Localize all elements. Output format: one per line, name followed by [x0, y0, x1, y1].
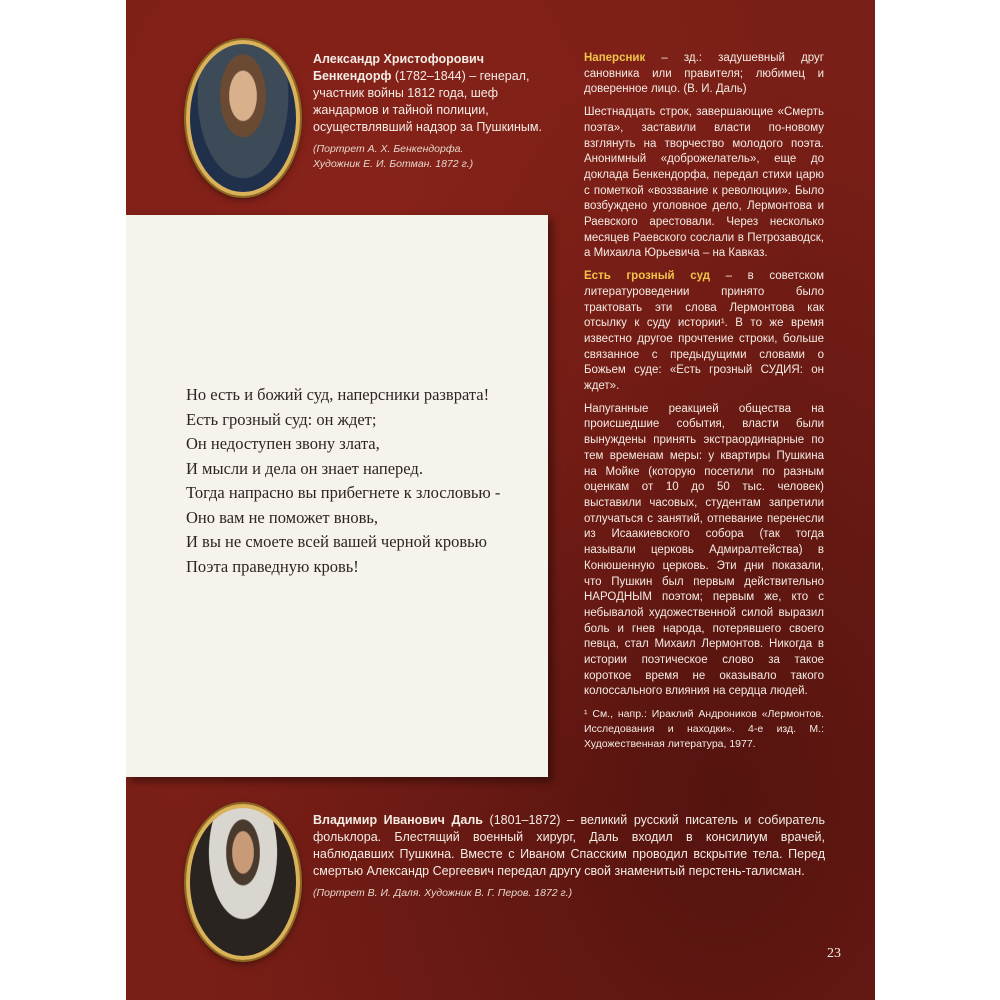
term-grozny-sud: Есть грозный суд: [584, 270, 711, 283]
poem-line: И вы не смоете всей вашей черной кровью: [186, 532, 487, 551]
dal-caption: (Портрет В. И. Даля. Художник В. Г. Перов. 1872 г.): [313, 887, 573, 899]
dal-years: (1801–1872): [489, 813, 561, 827]
commentary-paragraph: [584, 269, 824, 395]
commentary-column: [584, 51, 824, 759]
dal-bio: [313, 812, 825, 901]
benkendorf-years: (1782–1844): [394, 69, 466, 83]
benkendorf-portrait: [186, 40, 300, 196]
benkendorf-caption: [313, 142, 543, 172]
poem-line: Поэта праведную кровь!: [186, 556, 359, 576]
caption-line: Художник Е. И. Ботман. 1872 г.): [313, 158, 474, 170]
caption-line: (Портрет А. Х. Бенкендорфа.: [313, 143, 464, 155]
benkendorf-bio: [313, 51, 543, 172]
poem-line: Тогда напрасно вы прибегнете к злословью -: [186, 483, 501, 502]
poem-line: Но есть и божий суд, наперсники разврата!: [186, 385, 490, 404]
dal-description: – великий русский писатель и собиратель фольклора. Блестящий военный хирург, Даль входил в консилиум врачей, наблюдавших Пушкина. Вместе с Иваном Спасским проводил вскрытие тела. Перед смертью Александр Сергеевич передал другу свой знаменитый перстень-талисман.: [313, 813, 825, 878]
term-definition: – зд.: задушевный друг сановника или правителя; любимец и доверенное лицо. (В. И. Даль): [584, 52, 824, 96]
poem-line: Есть грозный суд: он ждет;: [186, 409, 377, 429]
term-definition: – в советском литературоведении принято было трактовать эти слова Лермонтова как отсылку к суду истории¹. В то же время известно другое прочтение строки, больше связанное с предыдущими словами о Божьем суде: «Есть грозный СУДИЯ: он ждет».: [584, 270, 824, 393]
poem-line: Оно вам не поможет вновь,: [186, 507, 379, 527]
poem-line: И мысли и дела он знает наперед.: [186, 458, 423, 478]
commentary-paragraph: [584, 51, 824, 98]
poem: [186, 383, 546, 579]
term-napersnik: Наперсник: [584, 52, 646, 64]
poem-line: Он недоступен звону злата,: [186, 434, 380, 453]
dal-name: Владимир Иванович Даль: [313, 813, 483, 827]
benkendorf-name: Александр Христофорович Бенкендорф: [313, 52, 485, 83]
benkendorf-description: – генерал, участник войны 1812 года, шеф жандармов и тайной полиции, осуществлявший надзор за Пушкиным.: [313, 69, 542, 134]
book-page: [126, 0, 875, 1000]
commentary-paragraph: Шестнадцать строк, завершающие «Смерть поэта», заставили власти по-новому взглянуть на творчество молодого поэта. Анонимный «доброжелатель», еще до доклада Бенкендорфа, передал стихи царю с пометкой «воззвание к революции». Было возбуждено уголовное дело, Лермонтова и Раевского арестовали. Через несколько месяцев Раевского сослали в Петрозаводск, а Михаила Юрьевича – на Кавказ.: [584, 106, 824, 260]
footnote: ¹ См., напр.: Ираклий Андроников «Лермонтов. Исследования и находки». 4-е изд. М.: Художественная литература, 1977.: [584, 708, 824, 751]
poem-paper: [126, 215, 548, 777]
page-number: 23: [827, 946, 841, 961]
dal-portrait: [186, 804, 300, 960]
commentary-paragraph: Напуганные реакцией общества на происшедшие события, власти были вынуждены принять экстраординарные по тем временам меры: у квартиры Пушкина на Мойке (которую посетили по разным оценкам от 10 до 50 тыс. человек) выставили часовых, студентам запретили отлучаться с занятий, отпевание перенесли из Исаакиевского собора (так тогда называли церковь Адмиралтейства) в Конюшенную церковь. Эти дни показали, что Пушкин был первым действительно НАРОДНЫМ поэтом; первым же, кто с небывалой художественной силой выразил боль и гнев народа, потерявшего своего певца, стал Михаил Лермонтов. Никогда в истории поэтическое слово за такое короткое время не оказывало такого колоссального влияния на сердца людей.: [584, 402, 824, 698]
